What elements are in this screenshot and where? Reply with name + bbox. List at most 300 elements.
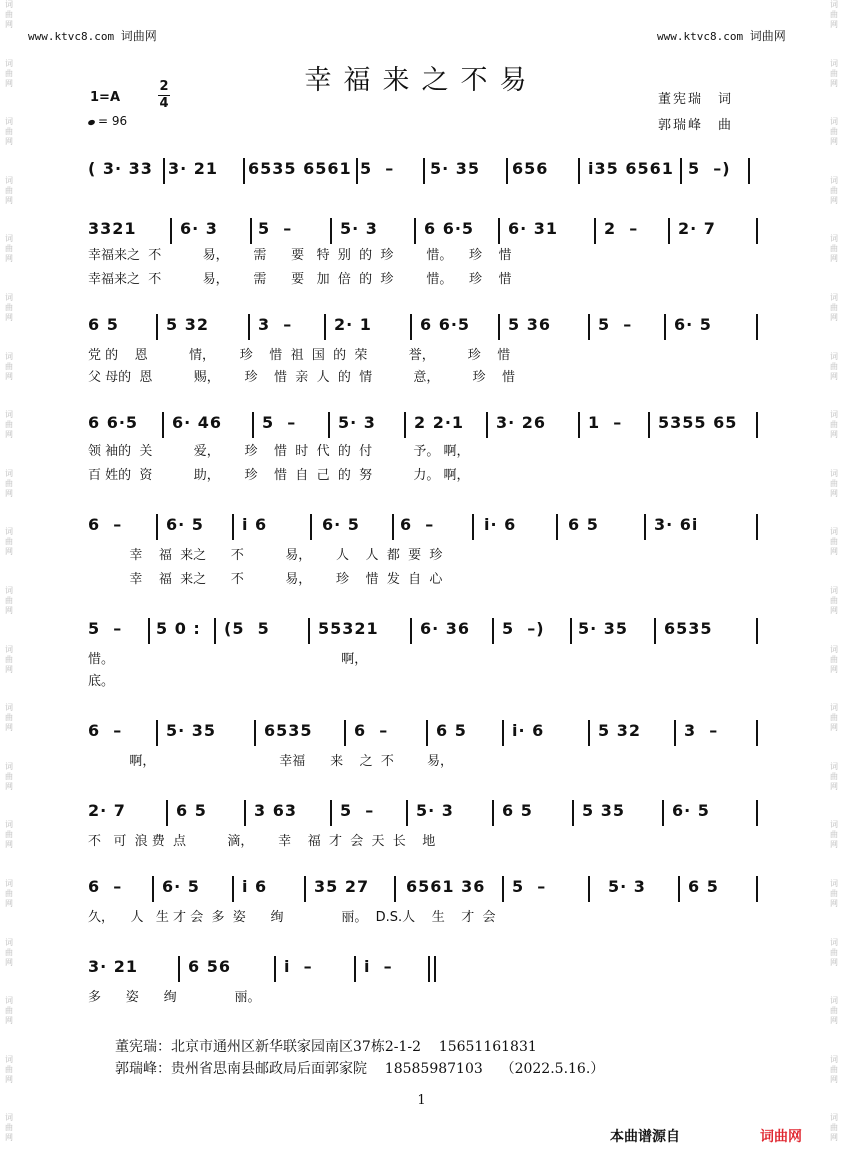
measure-notes: 6· 31 [508,219,559,238]
song-title: 幸福来之不易 [304,65,539,96]
watermark-char: 网 [830,664,838,674]
watermark-char: 曲 [830,68,838,78]
measure-notes: i35 6561 [588,159,674,178]
watermark-char: 词 [830,58,838,68]
bar-line [498,218,500,244]
bar-line [232,876,234,902]
bar-line [328,412,330,438]
watermark-char: 曲 [830,10,838,19]
bar-line [344,720,346,746]
time-signature-bottom: 4 [159,96,169,111]
watermark-char: 网 [5,664,13,674]
watermark-char: 词 [5,761,13,771]
page-number: 1 [417,1093,426,1108]
watermark-char: 词 [830,703,838,713]
measure-notes: 6 – [354,721,389,740]
watermark-char: 网 [5,371,13,381]
measure-notes: 1 – [588,413,623,432]
measure-notes: 5 – [360,159,395,178]
measure-notes: 6· 5 [166,515,204,534]
bar-line [404,412,406,438]
lyric-line: 幸福来之 不 易， 需 要 特 别 的 珍 惜。 珍 惜 [88,248,512,263]
bar-line [492,800,494,826]
bar-line [178,956,180,982]
bar-line [304,876,306,902]
watermark-char: 词 [830,585,838,595]
watermark-char: 词 [830,820,838,830]
bar-line [668,218,670,244]
measure-notes: i – [364,957,393,976]
watermark-char: 词 [830,292,838,302]
measure-notes: 6· 5 [674,315,712,334]
watermark-char: 词 [830,1054,838,1064]
footer-line-1: 董宪瑞：北京市通州区新华联家园南区37栋2-1-2 15651161831 [115,1039,537,1055]
measure-notes: 5· 35 [430,159,481,178]
measure-notes: 2 – [604,219,639,238]
watermark-char: 网 [830,20,838,29]
bar-line [394,876,396,902]
watermark-char: 网 [5,1133,13,1143]
watermark-char: 网 [5,488,13,498]
watermark-char: 网 [830,195,838,205]
lyric-line: 底。 [88,674,115,689]
watermark-char: 曲 [5,1064,13,1074]
bar-line [156,720,158,746]
bar-line [310,514,312,540]
watermark-char: 曲 [830,888,838,898]
bar-line [423,158,425,184]
watermark-char: 网 [830,723,838,733]
watermark-char: 词 [830,527,838,537]
bar-line [252,412,254,438]
measure-notes: 2· 7 [678,219,716,238]
bar-line [148,618,150,644]
composer-credit: 郭瑞峰 曲 [658,118,734,133]
measure-notes: 5355 65 [658,413,738,432]
watermark-char: 网 [5,723,13,733]
watermark-char: 曲 [5,10,13,19]
measure-notes: 5 32 [598,721,641,740]
bar-line [756,720,758,746]
watermark-char: 网 [830,430,838,440]
watermark-char: 网 [830,254,838,264]
tempo-marking [88,114,127,128]
measure-notes: i – [284,957,313,976]
watermark-char: 曲 [5,478,13,488]
bar-line [756,876,758,902]
watermark-char: 网 [5,547,13,557]
measure-notes: (5 5 [224,619,270,638]
bar-line [588,314,590,340]
measure-notes: 2· 1 [334,315,372,334]
watermark-char: 词 [5,175,13,185]
bar-line [644,514,646,540]
measure-notes: 5· 3 [416,801,454,820]
measure-notes: 6561 36 [406,877,486,896]
watermark-char: 词 [5,58,13,68]
source-label: 本曲谱源自 [610,1129,680,1145]
watermark-char: 词 [830,234,838,244]
measure-notes: 6 – [88,877,123,896]
measure-notes: 3321 [88,219,137,238]
measure-notes: 5 – [598,315,633,334]
watermark-char: 曲 [830,771,838,781]
measure-notes: 6 6·5 [424,219,475,238]
bar-line [498,314,500,340]
watermark-char: 网 [5,840,13,850]
score-system [88,514,758,538]
watermark-char: 词 [830,1113,838,1123]
watermark-char: 曲 [5,361,13,371]
bar-line [648,412,650,438]
bar-line [392,514,394,540]
measure-notes: 6 6·5 [88,413,139,432]
watermark-char: 曲 [830,713,838,723]
bar-line [588,720,590,746]
bar-line [254,720,256,746]
bar-line [486,412,488,438]
watermark-char: 网 [830,840,838,850]
bar-line [170,218,172,244]
watermark-char: 曲 [5,888,13,898]
watermark-char: 曲 [5,830,13,840]
watermark-char: 词 [5,1054,13,1064]
watermark-char: 曲 [5,68,13,78]
watermark-char: 曲 [830,595,838,605]
bar-line [156,514,158,540]
watermark-char: 曲 [830,537,838,547]
watermark-char: 网 [830,605,838,615]
watermark-char: 曲 [5,244,13,254]
watermark-char: 网 [5,195,13,205]
measure-notes: 6535 6561 [248,159,352,178]
watermark-char: 网 [5,312,13,322]
bar-line [214,618,216,644]
watermark-char: 曲 [830,1006,838,1016]
watermark-char: 词 [5,410,13,420]
watermark-char: 曲 [5,302,13,312]
measure-notes: 6 5 [88,315,119,334]
bar-line [250,218,252,244]
watermark-char: 网 [5,430,13,440]
measure-notes: 5 –) [688,159,731,178]
right-watermark [827,0,841,1172]
watermark-char: 曲 [5,713,13,723]
bar-line [406,800,408,826]
measure-notes: 6 6·5 [420,315,471,334]
bar-line [756,218,758,244]
watermark-char: 网 [830,898,838,908]
watermark-char: 曲 [5,771,13,781]
bar-line [414,218,416,244]
watermark-char: 词 [830,468,838,478]
watermark-char: 网 [830,547,838,557]
measure-notes: 5· 3 [340,219,378,238]
measure-notes: 3 – [258,315,293,334]
watermark-char: 词 [5,996,13,1006]
measure-notes: 5 32 [166,315,209,334]
watermark-char: 词 [5,468,13,478]
watermark-char: 网 [830,1016,838,1026]
watermark-char: 网 [830,1133,838,1143]
watermark-char: 词 [5,1113,13,1123]
bar-line [674,720,676,746]
watermark-char: 词 [5,585,13,595]
bar-line [756,314,758,340]
measure-notes: 35 27 [314,877,370,896]
bar-line [756,412,758,438]
bar-line [756,514,758,540]
bar-line [434,956,436,982]
measure-notes: ( 3· 33 [88,159,153,178]
measure-notes: 6 5 [568,515,599,534]
watermark-char: 词 [830,761,838,771]
watermark-char: 网 [5,137,13,147]
measure-notes: 5 36 [508,315,551,334]
bar-line [502,720,504,746]
bar-line [356,158,358,184]
measure-notes: 5 – [88,619,123,638]
measure-notes: 6· 5 [322,515,360,534]
measure-notes: i· 6 [484,515,517,534]
bar-line [166,800,168,826]
key-signature: 1=A [90,90,120,105]
measure-notes: 3· 21 [88,957,139,976]
watermark-char: 网 [830,312,838,322]
bar-line [330,800,332,826]
left-watermark [2,0,16,1172]
measure-notes: i 6 [242,515,268,534]
header-left [28,27,157,44]
watermark-char: 网 [5,605,13,615]
bar-line [654,618,656,644]
score-system [88,876,758,900]
bar-line [570,618,572,644]
measure-notes: 6· 3 [180,219,218,238]
measure-notes: 6 56 [188,957,231,976]
watermark-char: 词 [5,0,13,9]
score-system [88,412,758,436]
source-site-link[interactable]: 词曲网 [760,1129,802,1145]
watermark-char: 曲 [5,537,13,547]
time-signature [158,80,170,111]
watermark-char: 网 [830,1074,838,1084]
bar-line [578,412,580,438]
header-left-site: 词曲网 [120,29,157,43]
bar-line [243,158,245,184]
watermark-char: 词 [830,878,838,888]
watermark-char: 词 [830,117,838,127]
measure-notes: 6· 46 [172,413,223,432]
watermark-char: 词 [5,703,13,713]
measure-notes: 6535 [664,619,713,638]
header-right [657,27,786,44]
footer-line-2: 郭瑞峰：贵州省思南县邮政局后面郭家院 18585987103 （2022.5.16.） [115,1061,605,1077]
measure-notes: 5 – [262,413,297,432]
watermark-char: 曲 [830,185,838,195]
measure-notes: 3· 6i [654,515,699,534]
lyric-line: 父 母的 恩 赐， 珍 惜 亲 人 的 情 意， 珍 惜 [88,370,516,385]
bar-line [163,158,165,184]
measure-notes: 6 – [88,721,123,740]
watermark-char: 曲 [830,1064,838,1074]
measure-notes: i· 6 [512,721,545,740]
watermark-char: 词 [830,644,838,654]
bar-line [664,314,666,340]
bar-line [756,618,758,644]
bar-line [678,876,680,902]
watermark-char: 词 [830,351,838,361]
header-right-url[interactable]: www.ktvc8.com [657,30,744,43]
bar-line [680,158,682,184]
lyric-line: 党 的 恩 情， 珍 惜 祖 国 的 荣 誉， 珍 惜 [88,348,511,363]
watermark-char: 词 [5,351,13,361]
measure-notes: 6· 5 [672,801,710,820]
bar-line [410,618,412,644]
score-system [88,618,758,642]
score-system [88,314,758,338]
lyric-line: 幸 福 来之 不 易， 人 人 都 要 珍 [88,548,443,563]
bar-line [244,800,246,826]
bar-line [410,314,412,340]
bar-line [308,618,310,644]
lyric-line: 久， 人 生 才 会 多 姿 绚 丽。 D.S.人 生 才 会 [88,910,496,925]
watermark-char: 网 [5,781,13,791]
watermark-char: 词 [830,996,838,1006]
watermark-char: 曲 [5,127,13,137]
watermark-char: 曲 [5,947,13,957]
bar-line [748,158,750,184]
watermark-char: 曲 [5,595,13,605]
measure-notes: 6 5 [688,877,719,896]
watermark-char: 曲 [830,420,838,430]
watermark-char: 曲 [5,654,13,664]
watermark-char: 词 [5,878,13,888]
lyric-line: 领 袖的 关 爱， 珍 惜 时 代 的 付 予。 啊， [88,444,470,459]
measure-notes: 5· 3 [338,413,376,432]
watermark-char: 词 [830,175,838,185]
watermark-char: 词 [830,0,838,9]
bar-line [354,956,356,982]
watermark-char: 网 [5,898,13,908]
measure-notes: 5· 35 [166,721,217,740]
measure-notes: i 6 [242,877,268,896]
bar-line [426,720,428,746]
watermark-char: 网 [830,781,838,791]
watermark-char: 词 [5,234,13,244]
bar-line [492,618,494,644]
measure-notes: 6 5 [176,801,207,820]
watermark-char: 词 [830,410,838,420]
lyric-line: 多 姿 绚 丽。 [88,990,261,1005]
watermark-char: 曲 [830,1123,838,1133]
score-system [88,218,758,242]
bar-line [162,412,164,438]
bar-line [502,876,504,902]
measure-notes: 6· 36 [420,619,471,638]
bar-line [556,514,558,540]
score-system [88,800,758,824]
watermark-char: 曲 [830,127,838,137]
bar-line [572,800,574,826]
bar-line [152,876,154,902]
measure-notes: 5 – [258,219,293,238]
time-signature-top: 2 [159,79,169,94]
bar-line [156,314,158,340]
watermark-char: 网 [5,78,13,88]
lyric-line: 惜。 啊， [88,652,368,667]
header-left-url[interactable]: www.ktvc8.com [28,30,115,43]
measure-notes: 3 – [684,721,719,740]
watermark-char: 词 [5,292,13,302]
watermark-char: 曲 [830,654,838,664]
lyric-line: 不 可 浪 费 点 滴， 幸 福 才 会 天 长 地 [88,834,436,849]
bar-line [662,800,664,826]
watermark-char: 词 [830,937,838,947]
watermark-char: 曲 [5,1123,13,1133]
measure-notes: 6 – [400,515,435,534]
lyric-line: 百 姓的 资 助， 珍 惜 自 己 的 努 力。 啊， [88,468,470,483]
watermark-char: 曲 [830,947,838,957]
watermark-char: 网 [830,957,838,967]
tempo-value: = 96 [98,114,128,128]
bar-line [578,158,580,184]
bar-line [330,218,332,244]
measure-notes: 5 – [512,877,547,896]
bar-line [472,514,474,540]
watermark-char: 网 [830,78,838,88]
watermark-char: 网 [5,1016,13,1026]
watermark-char: 词 [5,527,13,537]
measure-notes: 6 5 [436,721,467,740]
bar-line [324,314,326,340]
measure-notes: 2· 7 [88,801,126,820]
lyricist-credit: 董宪瑞 词 [658,92,734,107]
score-system [88,956,758,980]
measure-notes: 656 [512,159,549,178]
watermark-char: 曲 [5,1006,13,1016]
watermark-char: 曲 [5,420,13,430]
score-system [88,720,758,744]
measure-notes: 2 2·1 [414,413,465,432]
measure-notes: 6 – [88,515,123,534]
bar-line [594,218,596,244]
watermark-char: 曲 [830,830,838,840]
watermark-char: 网 [830,488,838,498]
watermark-char: 曲 [830,244,838,254]
bar-line [428,956,430,982]
watermark-char: 曲 [830,302,838,312]
watermark-char: 网 [830,371,838,381]
watermark-char: 词 [5,117,13,127]
watermark-char: 网 [5,20,13,29]
bar-line [756,800,758,826]
measure-notes: 5· 35 [578,619,629,638]
measure-notes: 3· 26 [496,413,547,432]
watermark-char: 曲 [830,361,838,371]
watermark-char: 网 [5,1074,13,1084]
measure-notes: 55321 [318,619,379,638]
measure-notes: 6535 [264,721,313,740]
bar-line [274,956,276,982]
watermark-char: 网 [5,957,13,967]
score-system [88,158,758,182]
bar-line [248,314,250,340]
watermark-char: 曲 [830,478,838,488]
measure-notes: 3 63 [254,801,297,820]
measure-notes: 5 0 : [156,619,201,638]
bar-line [232,514,234,540]
